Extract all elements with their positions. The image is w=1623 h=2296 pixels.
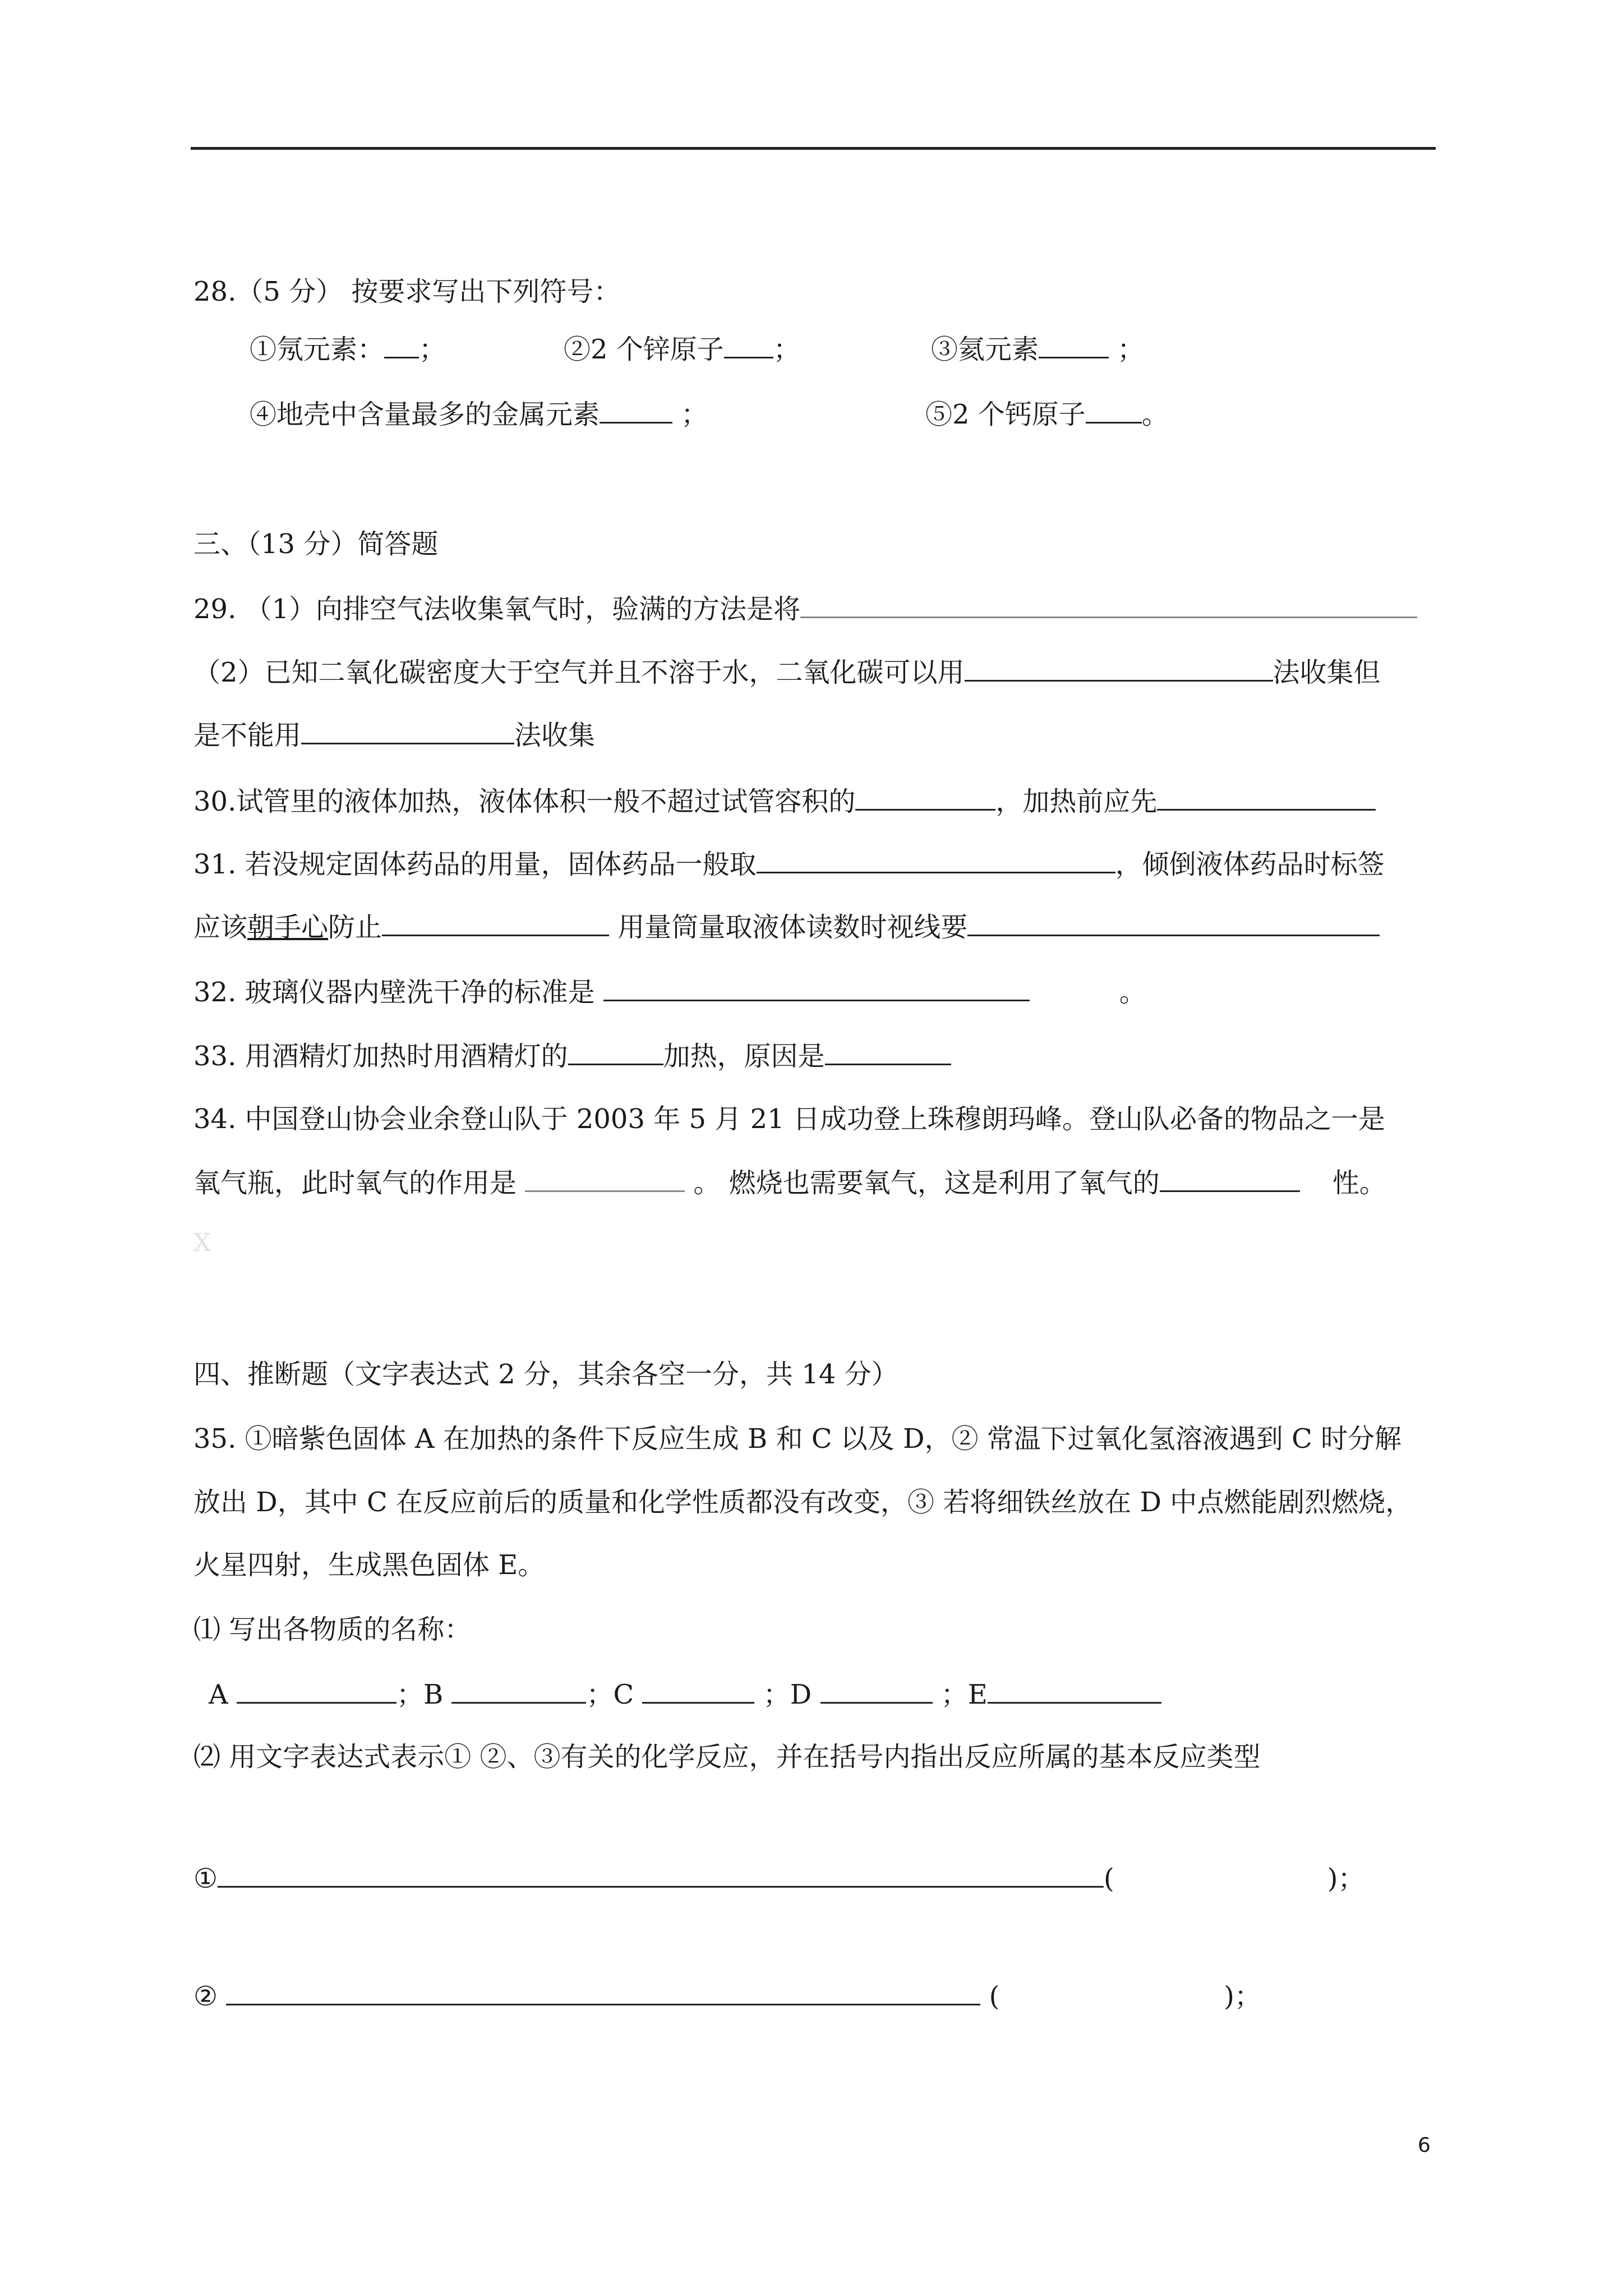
q29-blank-3[interactable] <box>301 718 514 744</box>
q35-sub-2: ⑵ 用文字表达式表示① ②、③有关的化学反应，并在括号内指出反应所属的基本反应类型 <box>193 1741 1261 1773</box>
q33-line: 33. 用酒精灯加热时用酒精灯的 加热，原因是 <box>193 1039 951 1073</box>
q31-line-2: 应该朝手心防止 用量筒量取液体读数时视线要 <box>193 910 1380 944</box>
name-blank-d[interactable] <box>820 1677 933 1704</box>
q29-line-1: 29. （1）向排空气法收集氧气时，验满的方法是将 <box>193 592 1417 626</box>
q29-line-2: （2）已知二氧化碳密度大于空气并且不溶于水，二氧化碳可以用 法收集但 <box>193 655 1381 689</box>
q35-reaction-1: ① ( )； <box>193 1861 1365 1895</box>
q32-line: 32. 玻璃仪器内壁洗干净的标准是 。 <box>193 975 1146 1009</box>
q35-reaction-2: ② ( )； <box>193 1979 1261 2013</box>
q29-line-3: 是不能用 法收集 <box>193 718 595 752</box>
q28-blank-2[interactable] <box>724 332 773 358</box>
q28-blank-4[interactable] <box>600 397 672 424</box>
q35-line-2: 放出 D，其中 C 在反应前后的质量和化学性质都没有改变，③ 若将细铁丝放在 D 中点燃能剧烈燃烧， <box>193 1487 1413 1518</box>
faint-mark: X <box>193 1228 211 1257</box>
q28-item-4: ④地壳中含量最多的金属元素 ； <box>250 397 708 431</box>
q32-blank[interactable] <box>603 975 1030 1001</box>
q29-blank-1[interactable] <box>800 592 1417 618</box>
q30-line: 30.试管里的液体加热，液体体积一般不超过试管容积的 ，加热前应先 <box>193 784 1376 818</box>
q31-line-1: 31. 若没规定固体药品的用量，固体药品一般取 ，倾倒液体药品时标签 <box>193 847 1385 881</box>
q35-sub-1: ⑴ 写出各物质的名称： <box>193 1614 472 1645</box>
name-blank-e[interactable] <box>988 1677 1161 1704</box>
q34-blank-2[interactable] <box>1160 1166 1300 1192</box>
q34-line-2: 氧气瓶，此时氧气的作用是 。 燃烧也需要氧气，这是利用了氧气的 性。 <box>193 1166 1386 1200</box>
q34-blank-1[interactable] <box>525 1166 685 1192</box>
q28-blank-3[interactable] <box>1039 332 1109 358</box>
page-number: 6 <box>1418 2134 1431 2157</box>
name-blank-c[interactable] <box>642 1677 754 1704</box>
name-blank-b[interactable] <box>451 1677 586 1704</box>
reaction-2-blank[interactable] <box>226 1979 980 2005</box>
header-rule <box>191 147 1436 150</box>
q31-blank-2[interactable] <box>382 910 609 936</box>
q28-item-1: ①氖元素： ； <box>250 332 446 366</box>
q31-blank-3[interactable] <box>967 910 1380 936</box>
section4-title: 四、推断题（文字表达式 2 分，其余各空一分，共 14 分） <box>193 1359 898 1390</box>
q35-names-row: A ；B ；C ；D ；E <box>209 1677 1161 1711</box>
q35-line-1: 35. ①暗紫色固体 A 在加热的条件下反应生成 B 和 C 以及 D，② 常温下过氧化氢溶液遇到 C 时分解 <box>193 1423 1402 1455</box>
q28-blank-1[interactable] <box>384 332 419 358</box>
q33-blank-2[interactable] <box>825 1039 951 1065</box>
name-blank-a[interactable] <box>237 1677 396 1704</box>
q28-blank-5[interactable] <box>1086 397 1142 424</box>
q35-line-3: 火星四射，生成黑色固体 E。 <box>193 1549 545 1581</box>
section3-title: 三、（13 分）简答题 <box>193 528 439 560</box>
q34-line-1: 34. 中国登山协会业余登山队于 2003 年 5 月 21 日成功登上珠穆朗玛峰。登山队必备的物品之一是 <box>193 1103 1385 1135</box>
q29-blank-2[interactable] <box>965 655 1273 682</box>
q30-blank-2[interactable] <box>1157 784 1376 811</box>
q30-blank-1[interactable] <box>855 784 995 811</box>
q33-blank-1[interactable] <box>568 1039 663 1065</box>
q31-blank-1[interactable] <box>757 847 1115 873</box>
q28-item-5: ⑤2 个钙原子 。 <box>925 397 1169 431</box>
q28-item-3: ③氦元素 ； <box>931 332 1144 366</box>
q28-stem: 28.（5 分） 按要求写出下列符号： <box>193 276 621 307</box>
q28-item-2: ②2 个锌原子 ； <box>564 332 800 366</box>
reaction-1-blank[interactable] <box>218 1861 1104 1888</box>
